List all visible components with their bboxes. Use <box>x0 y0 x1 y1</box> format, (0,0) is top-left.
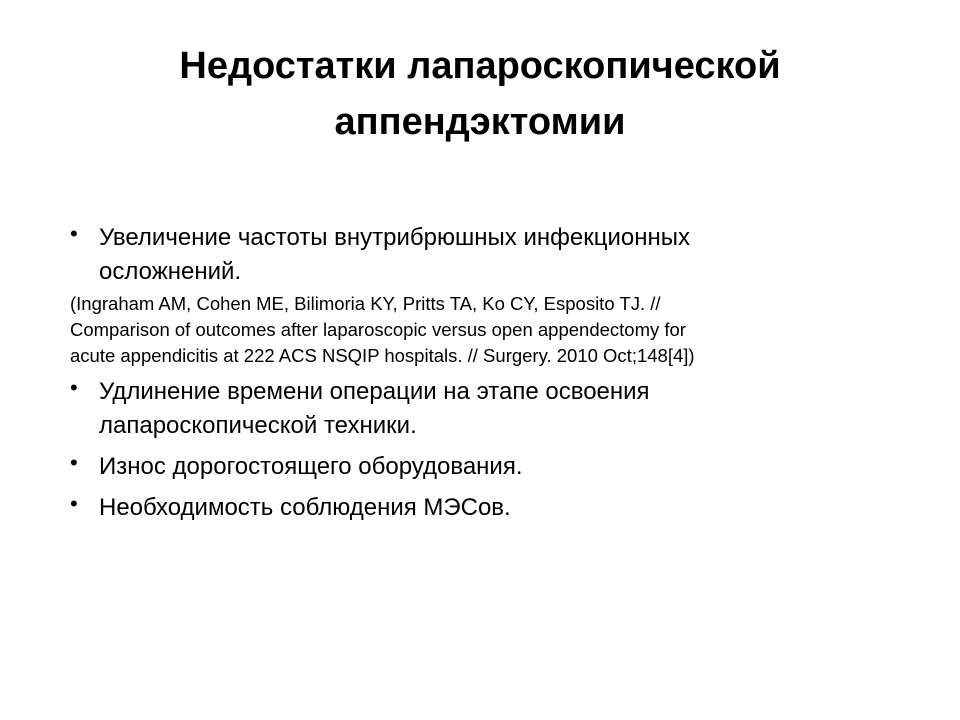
bullet-icon: • <box>70 491 78 516</box>
bullet-item-infection <box>70 221 910 289</box>
citation-reference <box>70 291 910 369</box>
bullet-icon: • <box>70 221 78 246</box>
bullet-icon: • <box>70 450 78 475</box>
bullet-item-equipment-wear <box>70 450 910 484</box>
bullet-icon: • <box>70 375 78 400</box>
citation-line: (Ingraham AM, Cohen ME, Bilimoria KY, Pritts TA, Ko CY, Esposito TJ. // <box>70 293 661 314</box>
bullet-text-line: Необходимость соблюдения МЭСов. <box>99 494 511 521</box>
bullet-item-mes-compliance <box>70 491 910 525</box>
bullet-list <box>70 221 910 525</box>
citation-line: acute appendicitis at 222 ACS NSQIP hospitals. // Surgery. 2010 Oct;148[4]) <box>70 345 695 366</box>
bullet-text-line: Удлинение времени операции на этапе освоения <box>99 378 650 405</box>
bullet-text-line: Увеличение частоты внутрибрюшных инфекционных <box>99 224 690 251</box>
slide-title <box>60 38 900 150</box>
slide-title-line-2: аппендэктомии <box>334 101 626 143</box>
citation-line: Comparison of outcomes after laparoscopic versus open appendectomy for <box>70 319 686 340</box>
bullet-text-line: Износ дорогостоящего оборудования. <box>99 453 523 480</box>
slide-title-line-1: Недостатки лапароскопической <box>179 45 781 87</box>
bullet-text-line: лапароскопической техники. <box>99 412 417 439</box>
bullet-item-operation-time <box>70 375 910 443</box>
bullet-text-line: осложнений. <box>99 258 242 285</box>
